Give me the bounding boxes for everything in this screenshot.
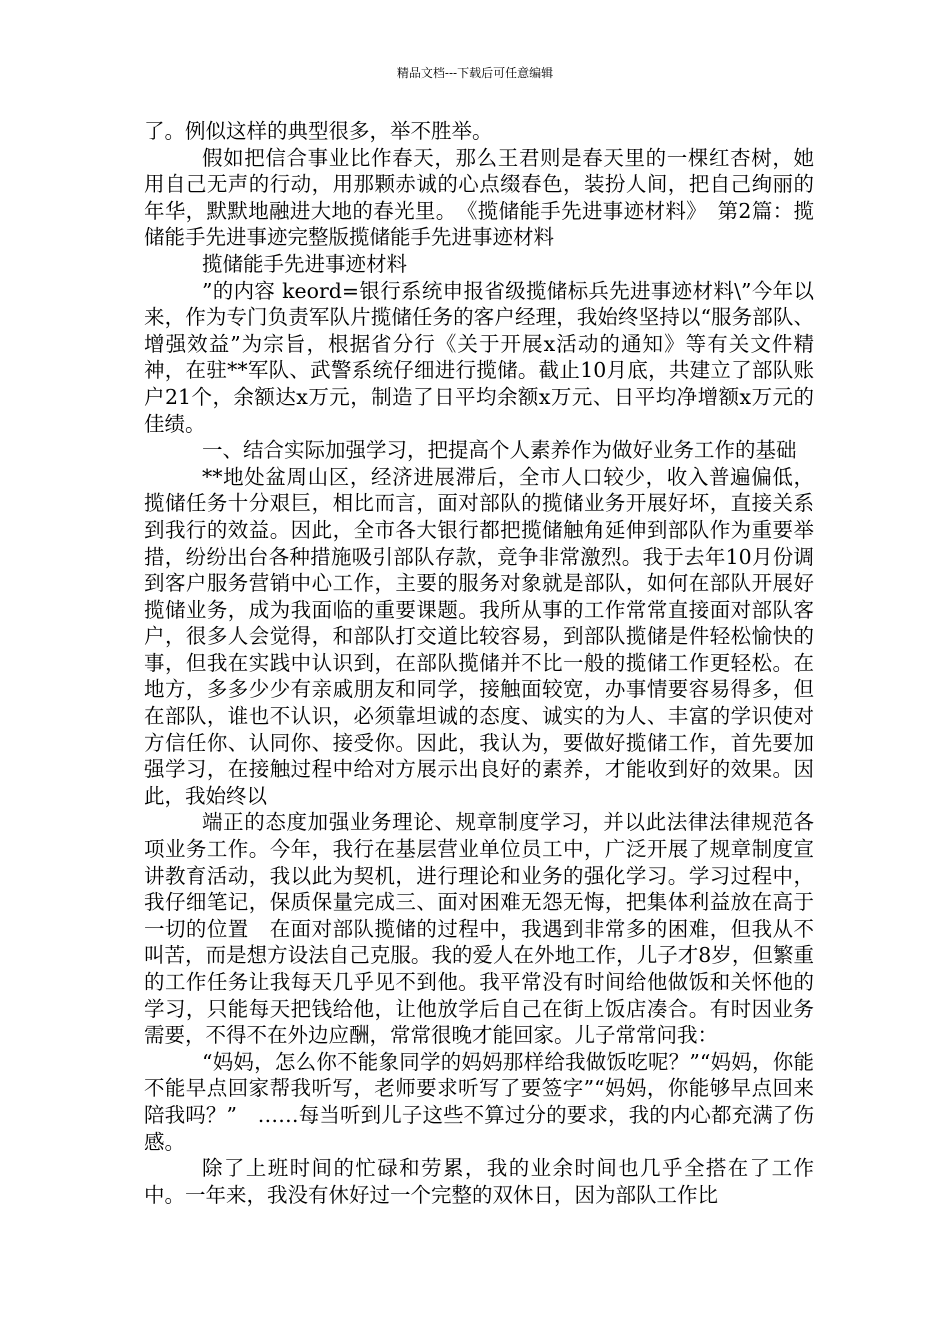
paragraph-3-heading: 揽储能手先进事迹材料 xyxy=(202,251,407,276)
paragraph-7: 端正的态度加强业务理论、规章制度学习，并以此法律法律规范各项业务工作。今年，我行在基层营业单位员工中，广泛开展了规章制度宣讲教育活动，我以此为契机，进行理论和业务的强化学习。学习过程中，我仔细笔记，保质保量完成三、面对困难无怨无悔，把集体利益放在高于一切的位置 在面对部队揽储的过程中，我遇到非常多的困难，但我从不叫苦，而是想方设法自己克服。我的爱人在外地工作，儿子才8岁，但繁重的工作任务让我每天几乎见不到他。我平常没有时间给他做饭和关怀他的学习，只能每天把钱给他，让他放学后自己在街上饭店凑合。有时因业务需要，不得不在外边应酬，常常很晚才能回家。儿子常常问我： xyxy=(144,810,814,1048)
paragraph-5-section-heading: 一、结合实际加强学习，把提高个人素养作为做好业务工作的基础 xyxy=(202,438,797,463)
paragraph-1: 了。例似这样的典型很多，举不胜举。 xyxy=(144,119,493,143)
paragraph-4: ”的内容 keord=银行系统申报省级揽储标兵先进事迹材料\”今年以来，作为专门负责军队片揽储任务的客户经理，我始终坚持以“服务部队、增强效益”为宗旨，根据省分行《关于开展x活动的通知》等有关文件精神，在驻**军队、武警系统仔细进行揽储。截止10月底，共建立了部队账户21个，余额达x万元，制造了日平均余额x万元、日平均净增额x万元的佳绩。 xyxy=(144,278,814,436)
document-body xyxy=(144,118,814,1208)
paragraph-2: 假如把信合事业比作春天，那么王君则是春天里的一棵红杏树，她用自己无声的行动，用那颗赤诚的心点缀春色，装扮人间，把自己绚丽的年华，默默地融进大地的春光里。 《揽储能手先进事迹材料》 第2篇：揽储能手先进事迹完整版揽储能手先进事迹材料 xyxy=(144,145,814,250)
paragraph-9: 除了上班时间的忙碌和劳累，我的业余时间也几乎全搭在了工作中。一年来，我没有休好过一个完整的双休日，因为部队工作比 xyxy=(144,1156,814,1207)
paragraph-6: **地处盆周山区，经济进展滞后，全市人口较少，收入普遍偏低，揽储任务十分艰巨，相比而言，面对部队的揽储业务开展好坏，直接关系到我行的效益。因此，全市各大银行都把揽储触角延伸到部队作为重要举措，纷纷出台各种措施吸引部队存款，竞争非常激烈。我于去年10月份调到客户服务营销中心工作，主要的服务对象就是部队，如何在部队开展好揽储业务，成为我面临的重要课题。我所从事的工作常常直接面对部队客户，很多人会觉得，和部队打交道比较容易，到部队揽储是件轻松愉快的事，但我在实践中认识到，在部队揽储并不比一般的揽储工作更轻松。在地方，多多少少有亲戚朋友和同学，接触面较宽，办事情要容易得多，但在部队，谁也不认识，必须靠坦诚的态度、诚实的为人、丰富的学识使对方信任你、认同你、接受你。因此，我认为，要做好揽储工作，首先要加强学习，在接触过程中给对方展示出良好的素养，才能收到好的效果。因此，我始终以 xyxy=(144,464,814,808)
page-header: 精品文档---下载后可任意编辑 xyxy=(396,66,554,80)
paragraph-8-quote: “妈妈，怎么你不能象同学的妈妈那样给我做饭吃呢？”“妈妈，你能不能早点回家帮我听写，老师要求听写了要签字”“妈妈，你能够早点回来陪我吗？” ……每当听到儿子这些不算过分的要求，我的内心都充满了伤感。 xyxy=(144,1049,814,1154)
